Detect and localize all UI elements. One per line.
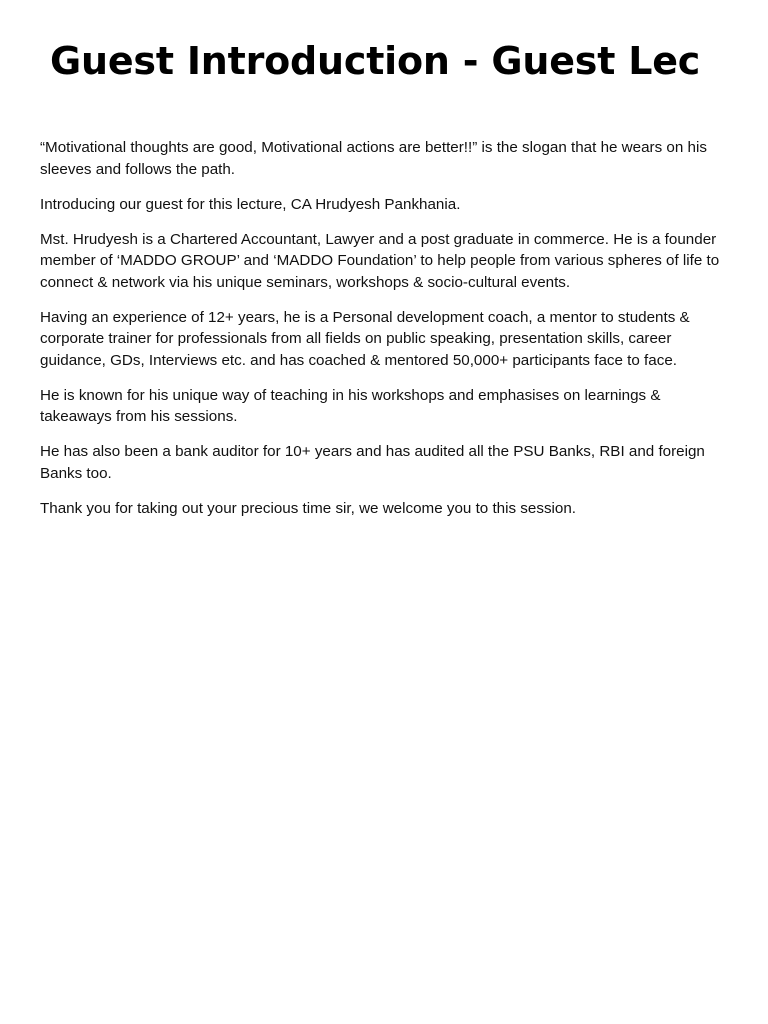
paragraph-introduction: Introducing our guest for this lecture, CA Hrudyesh Pankhania.: [40, 195, 461, 213]
paragraph-slogan: “Motivational thoughts are good, Motivational actions are better!!” is the slogan that he wears on his sleeves and follows the path.: [40, 139, 707, 178]
document-body: [40, 137, 734, 533]
paragraph-teaching-style: He is known for his unique way of teaching in his workshops and emphasises on learnings & takeaways from his sessions.: [40, 386, 661, 425]
document-title: Guest Introduction - Guest Lec: [50, 39, 701, 83]
paragraph-thanks: Thank you for taking out your precious time sir, we welcome you to this session.: [40, 499, 577, 517]
paragraph-qualifications: Mst. Hrudyesh is a Chartered Accountant, Lawyer and a post graduate in commerce. He is a founder member of ‘MADDO GROUP’ and ‘MADDO Foundation’ to help people from various spheres of life to connect & network via his unique seminars, workshops & socio-cultural events.: [40, 230, 720, 291]
paragraph-experience: Having an experience of 12+ years, he is a Personal development coach, a mentor to students & corporate trainer for professionals from all fields on public speaking, presentation skills, career guidance, GDs, Interviews etc. and has coached & mentored 50,000+ participants face to face.: [40, 308, 690, 369]
paragraph-bank-auditor: He has also been a bank auditor for 10+ years and has audited all the PSU Banks, RBI and foreign Banks too.: [40, 443, 705, 482]
